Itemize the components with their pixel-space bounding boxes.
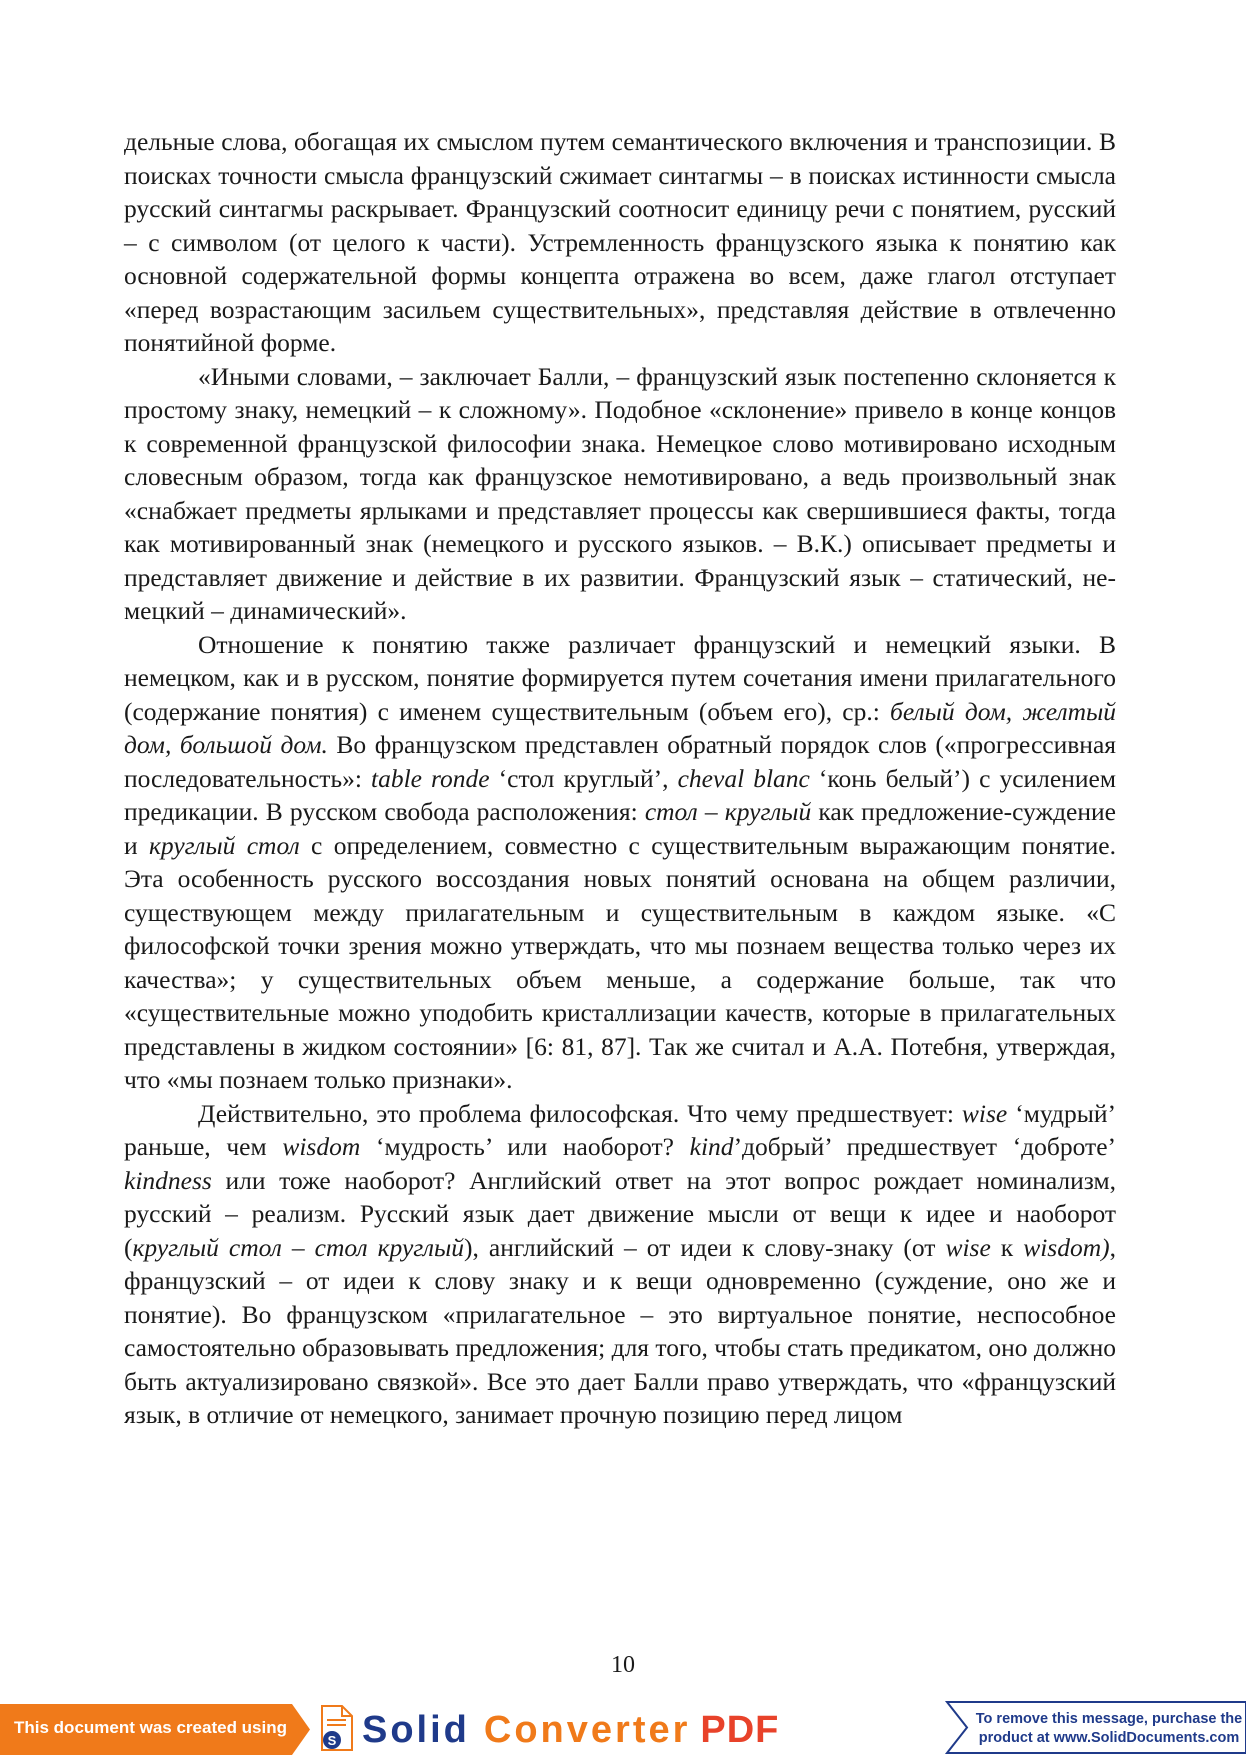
paragraph (124, 125, 1116, 360)
banner-purchase-notice[interactable] (943, 1700, 1246, 1755)
banner-right-line2[interactable]: product at www.SolidDocuments.com (978, 1730, 1240, 1746)
text-run: ‘мудрость’ или наоборот? (360, 1132, 690, 1161)
italic-run: круглый стол (148, 830, 300, 860)
italic-run: kind (689, 1132, 734, 1161)
text-run: Во французском представлен обратный порядок слов («прогрессивная последовательность»: (124, 730, 1116, 793)
italic-run: круглый стол – стол круглый (132, 1232, 465, 1262)
paragraph (124, 1097, 1116, 1432)
text-run: ’добрый’ предшествует ‘доброте’ (733, 1132, 1117, 1161)
solid-converter-logo (362, 1708, 779, 1752)
banner-right-text[interactable] (973, 1710, 1245, 1748)
paragraph (124, 628, 1116, 1097)
text-run: «Иными словами, – заключает Балли, – французский язык постепенно склоняется к простому знаку, немецкий – к сложному». Подобное «склонение» привело в конце концов к современной французской философии знака. Немецкое слово мотивировано исходным словесным образом, тогда как французское немотивировано, а ведь произвольный знак «снабжает предметы ярлыками и представляет процессы как свершившиеся факты, тогда как мотивированный знак (немецкого и русского языков. – В.К.) описывает предметы и представляет движение и действие в их развитии. Французский язык – статический, немецкий – динамический». (124, 361, 1116, 625)
text-run: , французский – от идеи к слову знаку и к вещи одновременно (суждение, оно же и понятие). Во французском «прилагательное – это виртуальное понятие, неспособное самостоятельно образовывать предложения; для того, чтобы стать предикатом, оно должно быть актуализировано связкой». Все это дает Балли право утверждать, что «французский язык, в отличие от немецкого, занимает прочную позицию перед лицом (124, 1232, 1116, 1429)
italic-run: table ronde (370, 763, 490, 793)
italic-run: wisdom (282, 1132, 361, 1161)
svg-text:S: S (327, 1733, 337, 1748)
banner-left-text: This document was created using (14, 1718, 288, 1737)
italic-run: wisdom) (1023, 1232, 1110, 1262)
text-run: как предложение-суждение и (124, 797, 1116, 860)
text-run: с определением, совместно с существительным выражающим понятие. Эта особенность русского воссоздания новых понятий основана на общем различии, существующем между прилагательным и существительным в каждом языке. «С философской точки зрения можно утверждать, что мы познаем вещества только через их качества»; у существительных объем меньше, а содержание больше, так что «существительные можно уподобить кристаллизации качеств, которые в прилагательных представлены в жидком состоянии» [6: 81, 87]. Так же считал и А.А. Потебня, утверждая, что «мы познаем только признаки». (124, 830, 1116, 1094)
text-run: ‘конь белый’) с усилением предикации. В русском свобода расположения: (124, 763, 1116, 826)
text-run: дельные слова, обогащая их смыслом путем семантического включения и транспозиции. В поисках точности смысла французский сжимает синтагмы – в поисках истинности смысла русский синтагмы раскрывает. Французский соотносит единицу речи с понятием, русский – с символом (от целого к части). Устремленность французского языка к понятию как основной содержательной формы концепта отражена во всем, даже глагол отступает «перед возрастающим засильем существительных», представляя действие в отвлеченно понятийной форме. (124, 127, 1116, 357)
text-run: ‘мудрый’ раньше, чем (124, 1098, 1116, 1161)
italic-run: стол – круглый (644, 797, 812, 826)
watermark-banner[interactable] (0, 1700, 1246, 1755)
banner-right-line1: To remove this message, purchase the (975, 1711, 1243, 1727)
brand-word-pdf: PDF (700, 1709, 780, 1751)
italic-run: kindness (124, 1165, 212, 1195)
text-run: Действительно, это проблема философская. Что чему предшествует: (198, 1098, 962, 1128)
italic-run: cheval blanc (677, 763, 810, 793)
text-run: к (990, 1232, 1024, 1262)
italic-run: wise (961, 1098, 1008, 1128)
page-number: 10 (611, 1652, 635, 1678)
body-text (124, 125, 1116, 1432)
text-run: ), английский – от идеи к слову-знаку (от (464, 1232, 946, 1262)
brand-word-converter: Converter (483, 1709, 691, 1751)
italic-run: белый дом, желтый дом, большой дом. (124, 696, 1117, 759)
paragraph (124, 360, 1116, 628)
text-run: Отношение к понятию также различает французский и немецкий языки. В немецком, как и в русском, понятие формируется путем сочетания имени прилагательного (содержание понятия) с именем существительным (объем его), ср.: (124, 629, 1116, 726)
solid-document-icon (318, 1704, 356, 1757)
italic-run: wise (945, 1232, 991, 1262)
text-run: или тоже наоборот? Английский ответ на этот вопрос рождает номинализм, русский – реализм. Русский язык дает движение мысли от вещи к идее и наоборот ( (124, 1165, 1116, 1262)
banner-created-using (0, 1704, 310, 1755)
brand-word-solid: Solid (362, 1709, 470, 1751)
text-run: ‘стол круглый’, (489, 763, 678, 793)
